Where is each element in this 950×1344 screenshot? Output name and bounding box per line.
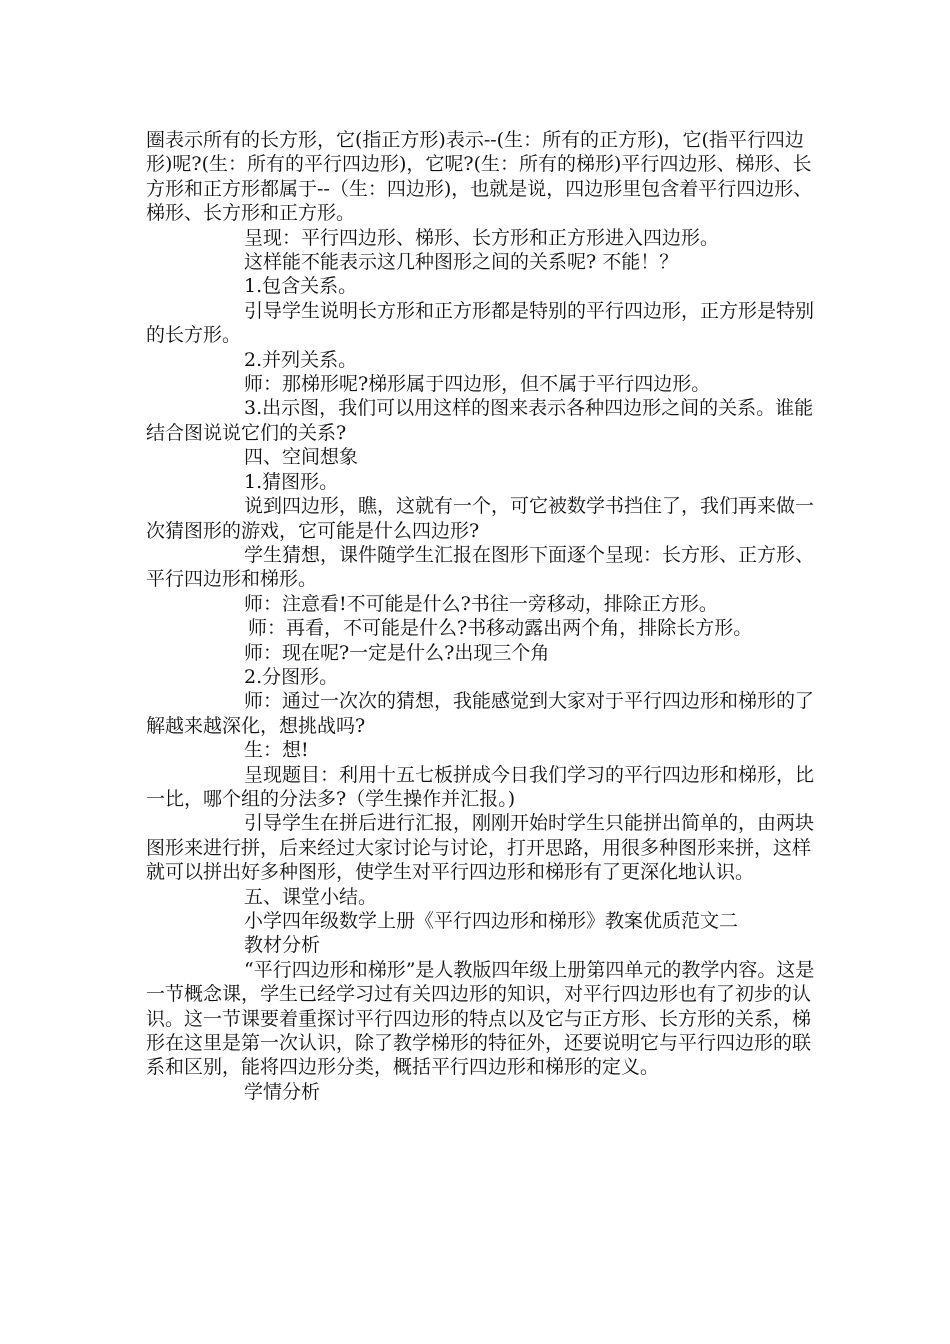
paragraph: 2.并列关系。 xyxy=(244,348,358,371)
paragraph: 生：想! xyxy=(244,739,309,762)
paragraph: 圈表示所有的长方形，它(指正方形)表示--(生：所有的正方形)，它(指平行四边形)呢?(生：所有的平行四边形)，它呢?(生：所有的梯形)平行四边形、梯形、长方形和正方形都属于--（生：四边形)，也就是说，四边形里包含着平行四边形、梯形、长方形和正方形。 xyxy=(146,129,813,225)
document-body xyxy=(146,128,816,1104)
paragraph: 师：通过一次次的猜想，我能感觉到大家对于平行四边形和梯形的了解越来越深化，想挑战吗? xyxy=(146,690,815,737)
paragraph: 这样能不能表示这几种图形之间的关系呢? 不能！？ xyxy=(244,251,679,274)
paragraph: 师：现在呢?一定是什么?出现三个角 xyxy=(244,641,550,664)
paragraph: 呈现题目：利用十五七板拼成今日我们学习的平行四边形和梯形，比一比，哪个组的分法多?（学生操作并汇报。) xyxy=(146,763,815,810)
paragraph: 呈现：平行四边形、梯形、长方形和正方形进入四边形。 xyxy=(244,226,720,249)
section-heading: 四、空间想象 xyxy=(244,446,359,469)
paragraph: 3.出示图，我们可以用这样的图来表示各种四边形之间的关系。谁能结合图说说它们的关系? xyxy=(146,397,814,444)
paragraph: 1.包含关系。 xyxy=(244,275,358,298)
paragraph: 说到四边形，瞧，这就有一个，可它被数学书挡住了，我们再来做一次猜图形的游戏，它可能是什么四边形? xyxy=(146,495,815,542)
paragraph: 引导学生说明长方形和正方形都是特别的平行四边形，正方形是特别的长方形。 xyxy=(146,299,815,347)
section-heading: 学情分析 xyxy=(244,1080,321,1103)
section-heading: 教材分析 xyxy=(244,934,321,957)
paragraph: 2.分图形。 xyxy=(244,665,339,688)
paragraph: 师：再看，不可能是什么?书移动露出两个角，排除长方形。 xyxy=(248,617,753,640)
paragraph: 学生猜想，课件随学生汇报在图形下面逐个呈现：长方形、正方形、平行四边形和梯形。 xyxy=(146,543,815,591)
paragraph: 引导学生在拼后进行汇报，刚刚开始时学生只能拼出简单的，由两块图形来进行拼，后来经过大家讨论与讨论，打开思路，用很多种图形来拼，这样就可以拼出好多种图形，使学生对平行四边形和梯形有了更深化地认识。 xyxy=(146,812,815,884)
section-heading: 小学四年级数学上册《平行四边形和梯形》教案优质范文二 xyxy=(244,910,739,932)
paragraph: “平行四边形和梯形”是人教版四年级上册第四单元的教学内容。这是一节概念课，学生已经学习过有关四边形的知识，对平行四边形也有了初步的认识。这一节课要着重探讨平行四边形的特点以及它与正方形、长方形的关系，梯形在这里是第一次认识，除了教学梯形的特征外，还要说明它与平行四边形的联系和区别，能将四边形分类，概括平行四边形和梯形的定义。 xyxy=(146,958,815,1079)
paragraph: 1.猜图形。 xyxy=(244,470,339,493)
paragraph: 师：注意看!不可能是什么?书往一旁移动，排除正方形。 xyxy=(244,592,718,615)
section-heading: 五、课堂小结。 xyxy=(244,885,378,908)
paragraph: 师：那梯形呢?梯形属于四边形，但不属于平行四边形。 xyxy=(244,373,711,396)
